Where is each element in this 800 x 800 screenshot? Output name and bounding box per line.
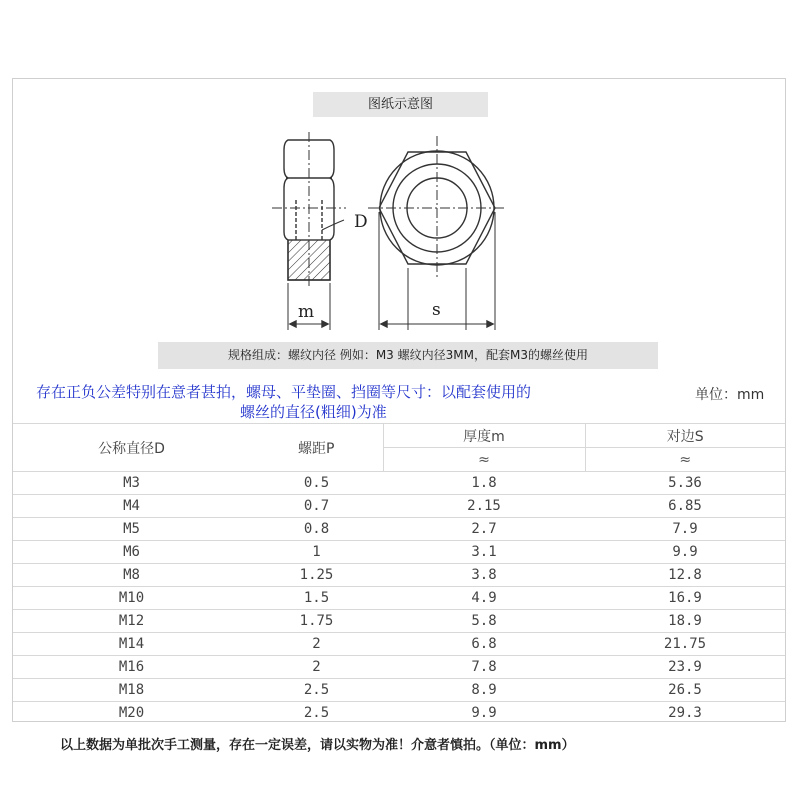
cell-across: 5.36	[585, 472, 785, 495]
cell-diameter: M20	[13, 702, 250, 725]
table-row	[13, 564, 785, 587]
spec-table	[13, 423, 785, 724]
table-row	[13, 587, 785, 610]
cell-thickness: 1.8	[383, 472, 585, 495]
cell-across: 9.9	[585, 541, 785, 564]
cell-across: 26.5	[585, 679, 785, 702]
table-row	[13, 472, 785, 495]
header-thickness: 厚度m	[383, 424, 585, 448]
label-d: D	[354, 212, 368, 232]
cell-pitch: 0.5	[250, 472, 383, 495]
table-row	[13, 495, 785, 518]
cell-thickness: 4.9	[383, 587, 585, 610]
notice-line-1: 存在正负公差特别在意者甚拍，螺母、平垫圈、挡圈等尺寸：以配套使用的	[36, 383, 532, 401]
table-row	[13, 541, 785, 564]
table-row	[13, 656, 785, 679]
cell-pitch: 0.8	[250, 518, 383, 541]
cell-diameter: M4	[13, 495, 250, 518]
cell-across: 7.9	[585, 518, 785, 541]
cell-thickness: 8.9	[383, 679, 585, 702]
table-row	[13, 633, 785, 656]
cell-pitch: 0.7	[250, 495, 383, 518]
cell-diameter: M3	[13, 472, 250, 495]
cell-pitch: 1	[250, 541, 383, 564]
spec-caption: 规格组成：螺纹内径 例如：M3 螺纹内径3MM，配套M3的螺丝使用	[158, 342, 658, 369]
cell-diameter: M8	[13, 564, 250, 587]
drawing-title: 图纸示意图	[313, 92, 488, 117]
cell-pitch: 1.75	[250, 610, 383, 633]
cell-thickness: 9.9	[383, 702, 585, 725]
cell-pitch: 2	[250, 656, 383, 679]
cell-pitch: 2	[250, 633, 383, 656]
cell-diameter: M5	[13, 518, 250, 541]
cell-diameter: M14	[13, 633, 250, 656]
table-row	[13, 679, 785, 702]
header-approx-across: ≈	[585, 448, 785, 472]
header-pitch: 螺距P	[250, 424, 383, 472]
cell-diameter: M10	[13, 587, 250, 610]
cell-diameter: M16	[13, 656, 250, 679]
cell-pitch: 1.5	[250, 587, 383, 610]
cell-thickness: 7.8	[383, 656, 585, 679]
unit-label: 单位：mm	[695, 387, 765, 403]
cell-diameter: M12	[13, 610, 250, 633]
nut-side-view	[272, 132, 346, 330]
cell-across: 29.3	[585, 702, 785, 725]
cell-pitch: 1.25	[250, 564, 383, 587]
cell-thickness: 3.1	[383, 541, 585, 564]
notice-line-2: 螺丝的直径(粗细)为准	[240, 403, 387, 421]
cell-pitch: 2.5	[250, 702, 383, 725]
table-row	[13, 702, 785, 725]
cell-thickness: 3.8	[383, 564, 585, 587]
table-row	[13, 518, 785, 541]
cell-across: 21.75	[585, 633, 785, 656]
cell-across: 18.9	[585, 610, 785, 633]
footer-note: 以上数据为单批次手工测量，存在一定误差，请以实物为准！介意者慎拍。（单位：mm）	[60, 738, 575, 753]
header-diameter: 公称直径D	[13, 424, 250, 472]
header-across: 对边S	[585, 424, 785, 448]
label-s: s	[432, 300, 441, 320]
cell-pitch: 2.5	[250, 679, 383, 702]
cell-thickness: 2.7	[383, 518, 585, 541]
tolerance-notice	[30, 382, 650, 422]
cell-diameter: M18	[13, 679, 250, 702]
cell-diameter: M6	[13, 541, 250, 564]
cell-across: 6.85	[585, 495, 785, 518]
table-row	[13, 610, 785, 633]
cell-across: 23.9	[585, 656, 785, 679]
cell-across: 16.9	[585, 587, 785, 610]
label-m: m	[298, 302, 315, 322]
header-approx-thickness: ≈	[383, 448, 585, 472]
cell-thickness: 2.15	[383, 495, 585, 518]
cell-thickness: 5.8	[383, 610, 585, 633]
cell-across: 12.8	[585, 564, 785, 587]
nut-drawing	[260, 128, 550, 336]
cell-thickness: 6.8	[383, 633, 585, 656]
